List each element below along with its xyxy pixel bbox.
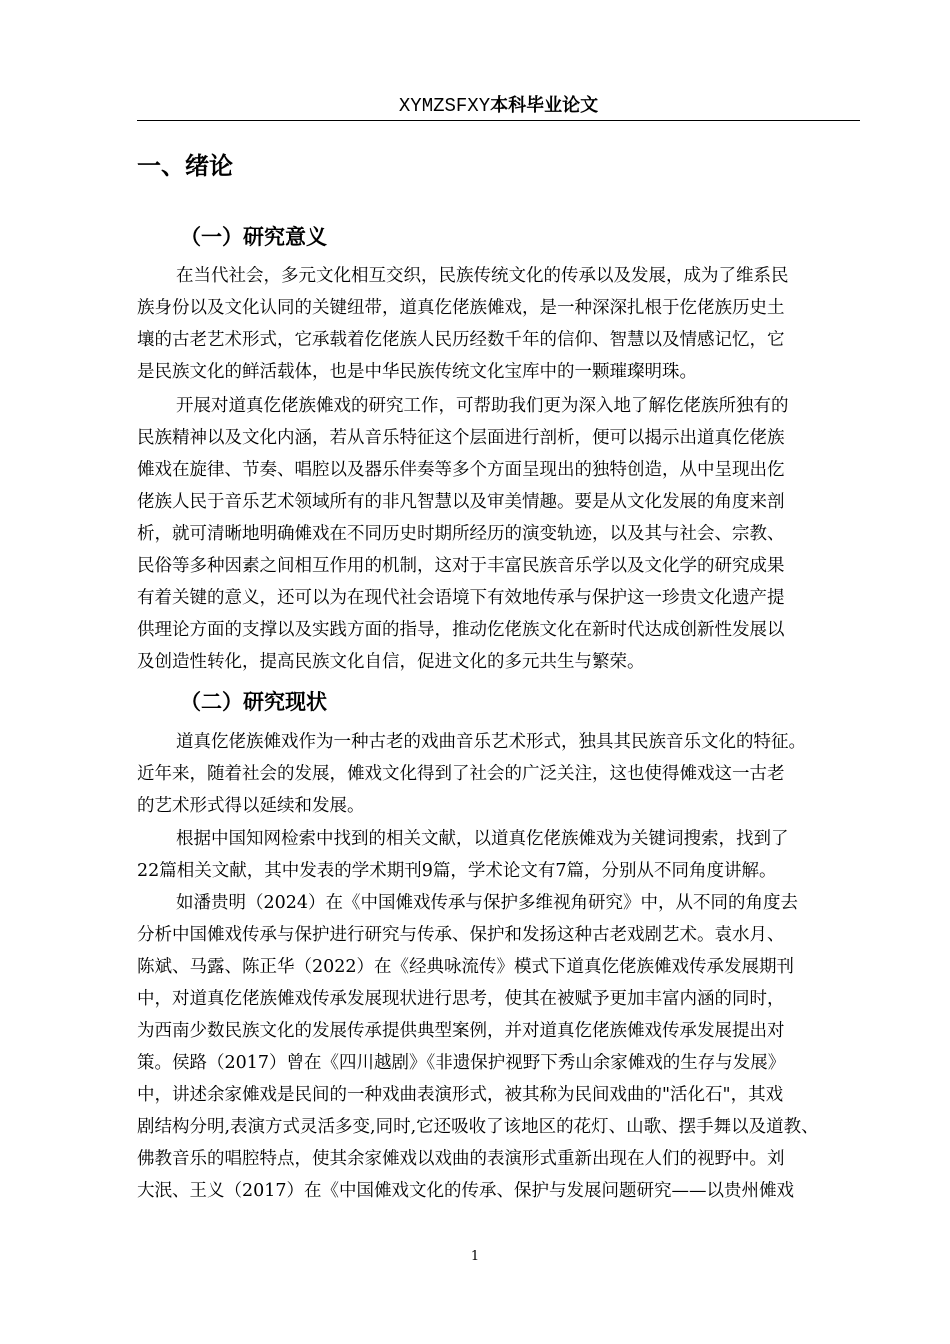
header-rule — [137, 120, 860, 121]
paragraph-line: 在当代社会，多元文化相互交织，民族传统文化的传承以及发展，成为了维系民 — [176, 266, 789, 286]
paragraph-line: 佛教音乐的唱腔特点，使其余家傩戏以戏曲的表演形式重新出现在人们的视野中。刘 — [137, 1149, 785, 1169]
paragraph-line: 开展对道真仡佬族傩戏的研究工作，可帮助我们更为深入地了解仡佬族所独有的 — [176, 396, 789, 416]
header-code: XYMZSFXY — [398, 95, 491, 117]
paragraph-line: 道真仡佬族傩戏作为一种古老的戏曲音乐艺术形式，独具其民族音乐文化的特征。 — [176, 732, 806, 752]
paragraph-line: 策。侯路（2017）曾在《四川越剧》《非遗保护视野下秀山余家傩戏的生存与发展》 — [137, 1053, 786, 1073]
section-title-status: （二）研究现状 — [180, 690, 327, 714]
paragraph-line: 有着关键的意义，还可以为在现代社会语境下有效地传承与保护这一珍贵文化遗产提 — [137, 588, 785, 608]
paragraph-line: 陈斌、马露、陈正华（2022）在《经典咏流传》模式下道真仡佬族傩戏传承发展期刊 — [137, 957, 795, 977]
paragraph-line: 分析中国傩戏传承与保护进行研究与传承、保护和发扬这种古老戏剧艺术。袁水月、 — [137, 925, 785, 945]
paragraph-line: 的艺术形式得以延续和发展。 — [137, 796, 365, 816]
running-header — [137, 92, 860, 119]
paragraph-line: 壤的古老艺术形式，它承载着仡佬族人民历经数千年的信仰、智慧以及情感记忆，它 — [137, 330, 785, 350]
paragraph-line: 中，讲述余家傩戏是民间的一种戏曲表演形式，被其称为民间戏曲的"活化石"，其戏 — [137, 1085, 784, 1105]
section-title-significance: （一）研究意义 — [180, 225, 327, 249]
paragraph-line: 是民族文化的鲜活载体，也是中华民族传统文化宝库中的一颗璀璨明珠。 — [137, 362, 697, 382]
paragraph-line: 族身份以及文化认同的关键纽带，道真仡佬族傩戏，是一种深深扎根于仡佬族历史土 — [137, 298, 785, 318]
paragraph-line: 民俗等多种因素之间相互作用的机制，这对于丰富民族音乐学以及文化学的研究成果 — [137, 556, 785, 576]
paragraph-line: 根据中国知网检索中找到的相关文献，以道真仡佬族傩戏为关键词搜索，找到了 — [176, 829, 789, 849]
paragraph-line: 佬族人民于音乐艺术领域所有的非凡智慧以及审美情趣。要是从文化发展的角度来剖 — [137, 492, 785, 512]
paragraph-line: 析，就可清晰地明确傩戏在不同历史时期所经历的演变轨迹，以及其与社会、宗教、 — [137, 524, 785, 544]
paragraph-line: 大泯、王义（2017）在《中国傩戏文化的传承、保护与发展问题研究——以贵州傩戏 — [137, 1181, 795, 1201]
header-title: 本科毕业论文 — [490, 95, 599, 116]
paragraph-line: 为西南少数民族文化的发展传承提供典型案例，并对道真仡佬族傩戏传承发展提出对 — [137, 1021, 785, 1041]
paragraph-line: 22篇相关文献，其中发表的学术期刊9篇，学术论文有7篇，分别从不同角度讲解。 — [137, 861, 777, 881]
paragraph-line: 供理论方面的支撑以及实践方面的指导，推动仡佬族文化在新时代达成创新性发展以 — [137, 620, 785, 640]
page-number: 1 — [470, 1249, 480, 1264]
paragraph-line: 民族精神以及文化内涵，若从音乐特征这个层面进行剖析，便可以揭示出道真仡佬族 — [137, 428, 785, 448]
chapter-title: 一、绪论 — [137, 152, 233, 180]
paragraph-line: 及创造性转化，提高民族文化自信，促进文化的多元共生与繁荣。 — [137, 652, 645, 672]
paragraph-line: 如潘贵明（2024）在《中国傩戏传承与保护多维视角研究》中，从不同的角度去 — [176, 893, 799, 913]
paragraph-line: 傩戏在旋律、节奏、唱腔以及器乐伴奏等多个方面呈现出的独特创造，从中呈现出仡 — [137, 460, 785, 480]
paragraph-line: 剧结构分明,表演方式灵活多变,同时,它还吸收了该地区的花灯、山歌、摆手舞以及道教、 — [137, 1117, 819, 1137]
paragraph-line: 近年来，随着社会的发展，傩戏文化得到了社会的广泛关注，这也使得傩戏这一古老 — [137, 764, 785, 784]
paragraph-line: 中，对道真仡佬族傩戏传承发展现状进行思考，使其在被赋予更加丰富内涵的同时， — [137, 989, 785, 1009]
